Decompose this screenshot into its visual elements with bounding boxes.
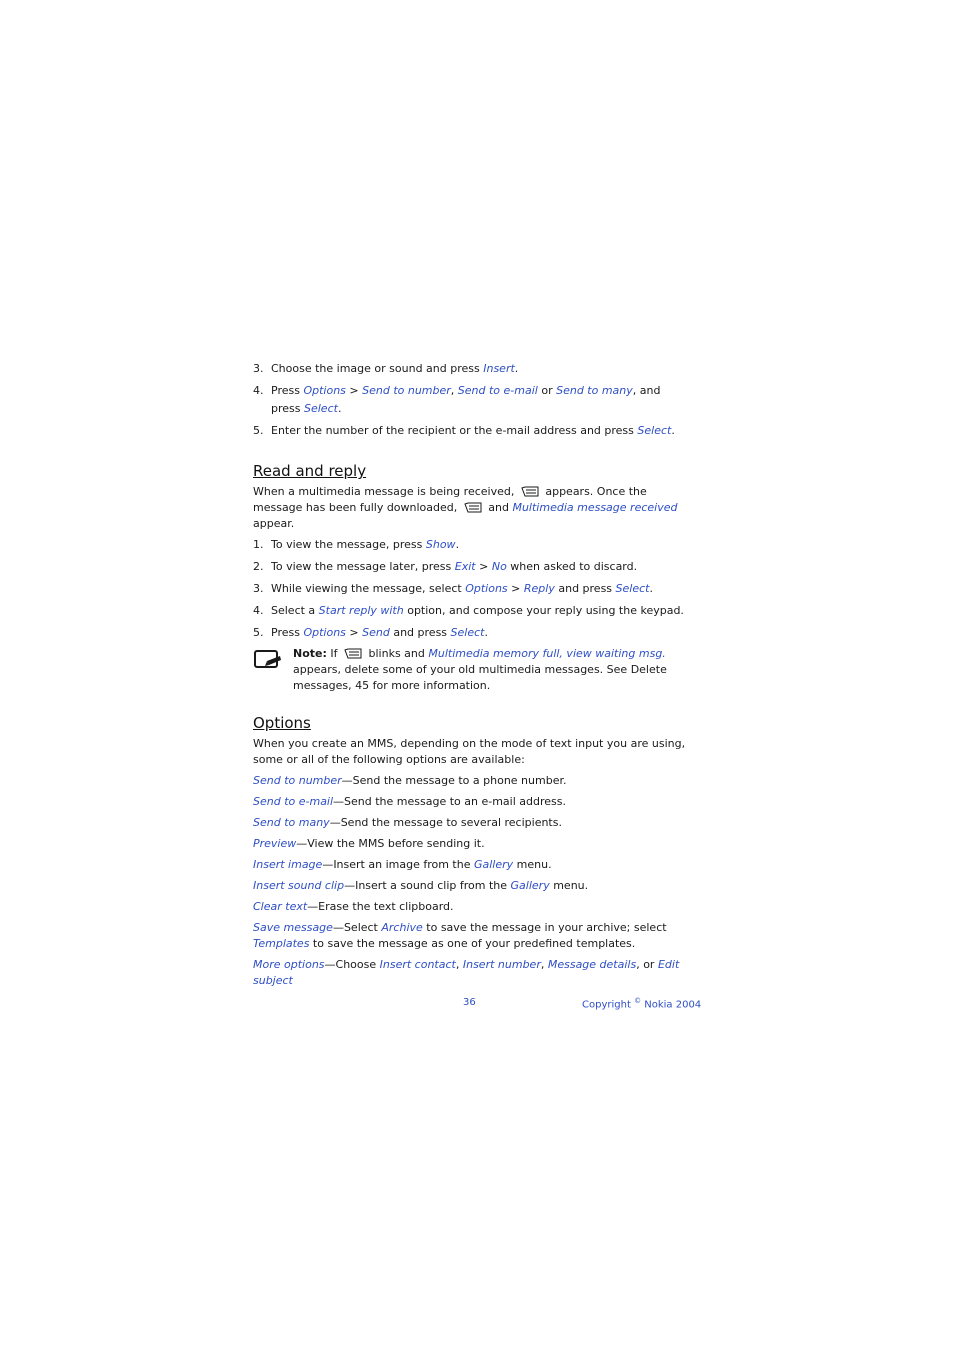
body-text: . [337,402,342,415]
section-heading-read-and-reply: Read and reply [253,462,367,480]
option-item [253,857,688,873]
body-text: To view the message, press [271,538,426,551]
step-item [253,536,688,554]
menu-term: Select [304,402,338,415]
body-text: > [345,626,363,639]
memory-full-label: Multimedia memory full, view waiting msg. [428,647,666,660]
step-number: 5. [253,424,264,437]
option-item [253,899,688,915]
intro-text-d: appear. [253,517,295,530]
menu-term: Gallery [510,879,550,892]
body-text: —Erase the text clipboard. [307,900,454,913]
body-text: While viewing the message, select [271,582,466,595]
body-text: . [649,582,653,595]
menu-term: Select [637,424,672,437]
step-number: 1. [253,538,264,551]
intro-text-b: appears. Once the message has been fully downloaded, [253,485,647,514]
option-item [253,815,688,831]
menu-term: Show [425,538,456,551]
body-text: to save the message as one of your predefined templates. [309,937,636,950]
section-heading-options: Options [253,714,311,732]
body-text: > [345,384,363,397]
step-number: 3. [253,362,264,375]
body-text: —Send the message to an e-mail address. [333,795,566,808]
menu-term: Insert sound clip [253,879,345,892]
menu-term: Save message [253,921,333,934]
option-item [253,878,688,894]
menu-term: Options [303,626,346,639]
body-text: Press [271,384,304,397]
body-text: , [540,958,548,971]
page-number: 36 [463,997,476,1008]
body-text: —Send the message to a phone number. [341,774,567,787]
step-number: 2. [253,560,264,573]
body-text: —Insert an image from the [322,858,474,871]
step-item [253,580,688,598]
multimedia-message-icon [521,486,539,497]
body-text: —Insert a sound clip from the [344,879,511,892]
body-text: , [450,384,458,397]
menu-term: No [491,560,507,573]
menu-term: Insert image [253,858,323,871]
note-text-b: blinks and [368,647,425,660]
menu-term: Send to many [556,384,633,397]
body-text: and press [389,626,451,639]
body-text: Choose the image or sound and press [271,362,484,375]
menu-term: Send to number [362,384,451,397]
options-list [253,773,688,989]
note-text-a: If [330,647,338,660]
body-text: —Choose [324,958,380,971]
menu-term: Insert contact [379,958,456,971]
step-item [253,602,688,620]
body-text: > [475,560,492,573]
menu-term: Archive [381,921,423,934]
body-text: to save the message in your archive; select [422,921,667,934]
menu-term: Templates [253,937,310,950]
intro-text-a: When a multimedia message is being received, [253,485,515,498]
body-text: —Select [332,921,382,934]
step-item [253,558,688,576]
menu-term: More options [253,958,325,971]
menu-term: Preview [253,837,297,850]
menu-term: Select [615,582,650,595]
menu-term: Send [362,626,390,639]
body-text: To view the message later, press [271,560,455,573]
body-text: . [514,362,519,375]
menu-term: Exit [454,560,476,573]
note-block [253,646,688,694]
step-item [253,624,688,642]
body-text: or [537,384,557,397]
body-text: —View the MMS before sending it. [296,837,485,850]
copyright-owner: Nokia 2004 [644,999,702,1011]
note-icon [253,648,283,670]
read-reply-intro [253,484,688,532]
menu-term: Gallery [473,858,514,871]
manual-page [253,360,688,994]
menu-term: Send to many [253,816,330,829]
body-text: , and press [271,384,661,415]
menu-term: Send to e-mail [457,384,538,397]
body-text: menu. [513,858,552,871]
menu-term: Message details [547,958,637,971]
copyright-symbol: © [634,997,642,1005]
option-item [253,957,688,989]
multimedia-message-icon [464,502,482,513]
step-item [253,360,688,378]
step-item [253,422,688,440]
option-item [253,836,688,852]
body-text: and press [554,582,616,595]
menu-term: Send to number [253,774,342,787]
steps-list-read-reply [253,536,688,642]
step-number: 5. [253,626,264,639]
body-text: > [507,582,524,595]
body-text: Select a [271,604,319,617]
body-text: Enter the number of the recipient or the e-mail address and press [271,424,638,437]
intro-text-c: and [488,501,509,514]
steps-list-top [253,360,688,440]
option-item [253,773,688,789]
body-text: when asked to discard. [506,560,638,573]
copyright-text: Copyright [582,999,631,1011]
option-item [253,794,688,810]
menu-term: Reply [523,582,555,595]
options-intro: When you create an MMS, depending on the mode of text input you are using, some or all of the following options are available: [253,737,686,766]
body-text: —Send the message to several recipients. [329,816,562,829]
multimedia-message-icon [344,648,362,659]
body-text: menu. [549,879,589,892]
menu-term: Select [450,626,485,639]
body-text: Press [271,626,304,639]
menu-term: Insert number [462,958,541,971]
body-text: , [455,958,463,971]
step-item [253,382,688,418]
option-item [253,920,688,952]
step-number: 4. [253,604,264,617]
note-text-c: appears, delete some of your old multimedia messages. See Delete messages, 45 for more information. [293,663,667,692]
note-label: Note: [293,647,327,660]
copyright-line [582,997,701,1010]
multimedia-message-received-label: Multimedia message received [512,501,678,514]
menu-term: Clear text [253,900,308,913]
menu-term: Insert [483,362,515,375]
body-text: option, and compose your reply using the keypad. [403,604,684,617]
menu-term: Start reply with [318,604,404,617]
body-text: . [455,538,460,551]
body-text: , or [636,958,658,971]
step-number: 3. [253,582,264,595]
menu-term: Edit subject [253,958,680,987]
menu-term: Send to e-mail [253,795,334,808]
menu-term: Options [303,384,346,397]
menu-term: Options [465,582,508,595]
step-number: 4. [253,384,264,397]
body-text: . [671,424,675,437]
body-text: . [484,626,488,639]
